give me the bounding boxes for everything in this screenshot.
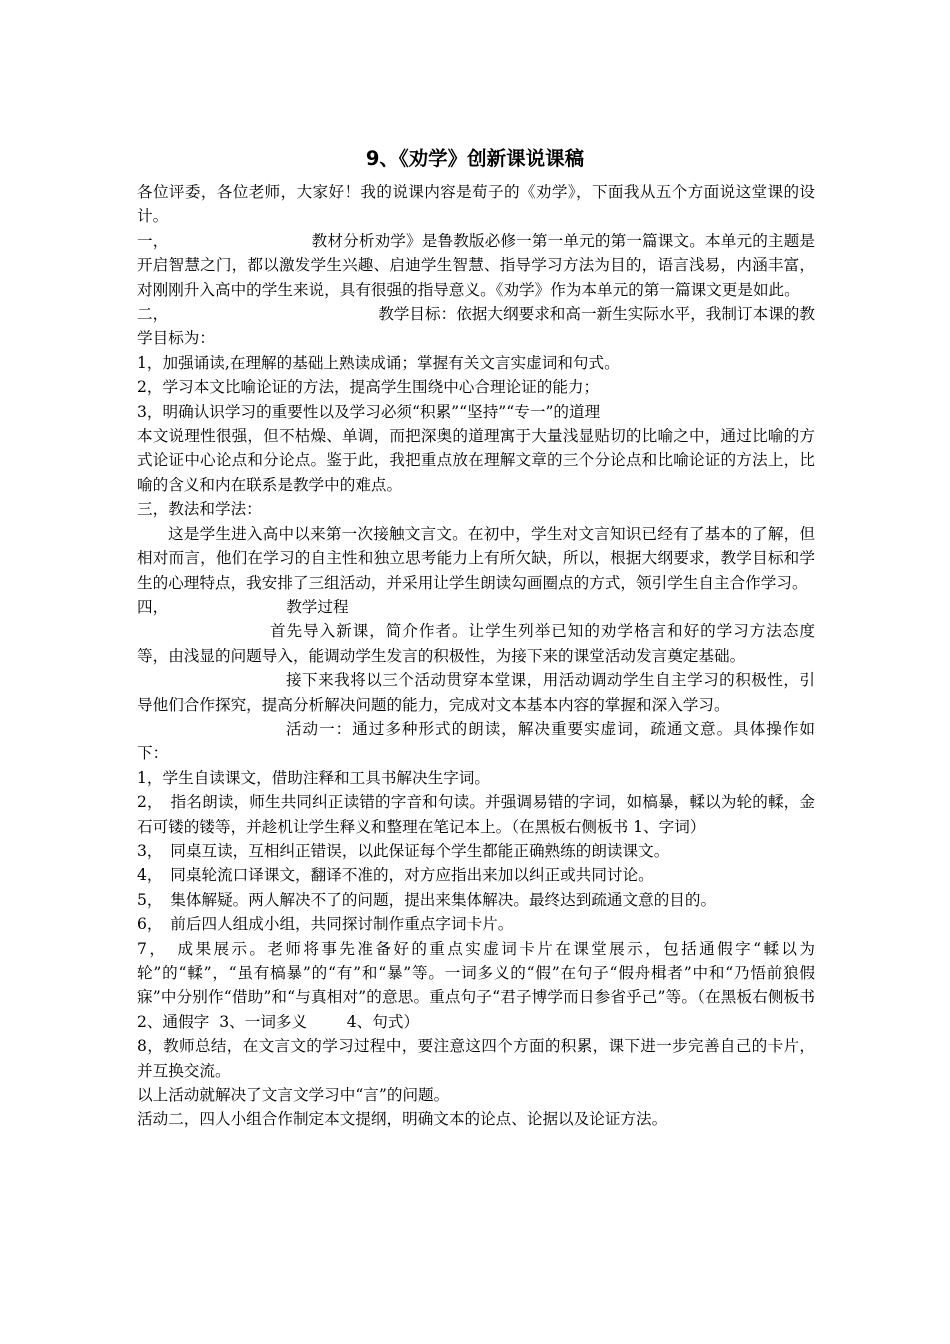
paragraph-intro: 各位评委，各位老师，大家好！我的说课内容是荀子的《劝学》，下面我从五个方面说这堂课的设计。 [137,183,815,226]
section-1-text: 教材分析劝学》是鲁教版必修一第一单元的第一篇课文。本单元的主题是开启智慧之门，都以激发学生兴趣、启迪学生智慧、指导学习方法为目的，语言浅易，内涵丰富，对刚刚升入高中的学生来说，具有很强的指导意义。《劝学》作为本单元的第一篇课文更是如此。 [137,231,815,299]
goal-2: 2，学习本文比喻论证的方法，提高学生围绕中心合理论证的能力； [137,378,600,397]
section-2-text: 教学目标：依据大纲要求和高一新生实际水平，我制订本课的教学目标为： [137,305,815,348]
section-1 [137,229,815,302]
section-2 [137,302,815,351]
section-4-paragraph-1: 首先导入新课，简介作者。让学生列举已知的劝学格言和好的学习方法态度等，由浅显的问题导入，能调动学生发言的积极性，为接下来的课堂活动发言奠定基础。 [137,622,815,665]
document-title: 9、《劝学》创新课说课稿 [365,147,585,170]
section-4-paragraph-3: 活动一：通过多种形式的朗读，解决重要实虚词，疏通文意。具体操作如下： [137,719,815,763]
section-1-number: 一， [137,231,169,250]
section-4-number: 四， [137,597,169,616]
activity-step-3: 3， 同桌互读，互相纠正错误，以此保证每个学生都能正确熟练的朗读课文。 [137,841,670,860]
paragraph-focus: 本文说理性很强，但不枯燥、单调，而把深奥的道理寓于大量浅显贴切的比喻之中，通过比喻的方式论证中心论点和分论点。鉴于此，我把重点放在理解文章的三个分论点和比喻论证的方法上，比喻的含义和内在联系是教学中的难点。 [137,427,815,494]
activity-step-7: 7， 成果展示。老师将事先准备好的重点实虚词卡片在课堂展示，包括通假字“輮以为轮”的“輮”，“虽有槁暴”的“有”和“暴”等。一词多义的“假”在句子“假舟楫者”中和“乃悟前狼假寐”中分别作“借助”和“与真相对”的意思。重点句子“君子博学而日参省乎己”等。（在黑板右侧板书 2、通假字 3、一词多义 4、句式） [137,939,820,1031]
section-3-heading: 三，教法和学法： [137,500,262,519]
activity-step-8: 8，教师总结，在文言文的学习过程中，要注意这四个方面的积累，课下进一步完善自己的卡片，并互换交流。 [137,1037,815,1080]
goal-3: 3，明确认识学习的重要性以及学习必须“积累”“坚持”“专一”的道理 [137,402,601,421]
paragraph-activity-2: 活动二，四人小组合作制定本文提纲，明确文本的论点、论据以及论证方法。 [137,1110,668,1129]
section-3-text: 这是学生进入高中以来第一次接触文言文。在初中，学生对文言知识已经有了基本的了解，但相对而言，他们在学习的自主性和独立思考能力上有所欠缺，所以，根据大纲要求，教学目标和学生的心理特点，我安排了三组活动，并采用让学生朗读勾画圈点的方式，领引学生自主合作学习。 [137,524,815,592]
section-4-heading [137,595,815,619]
activity-step-5: 5， 集体解疑。两人解决不了的问题，提出来集体解决。最终达到疏通文意的目的。 [137,890,717,909]
document-body [137,180,820,1132]
section-4-title: 教学过程 [286,597,349,616]
paragraph-summary: 以上活动就解决了文言文学习中“言”的问题。 [137,1086,450,1105]
section-4-paragraph-2: 接下来我将以三个活动贯穿本堂课，用活动调动学生自主学习的积极性，引导他们合作探究，提高分析解决问题的能力，完成对文本基本内容的掌握和深入学习。 [137,671,815,714]
activity-step-6: 6， 前后四人组成小组，共同探讨制作重点字词卡片。 [137,915,514,934]
section-2-number: 二， [137,305,169,324]
activity-step-2: 2， 指名朗读，师生共同纠正读错的字音和句读。并强调易错的字词，如槁暴，輮以为轮的輮，金石可镂的镂等，并趁机让学生释义和整理在笔记本上。（在黑板右侧板书 1、字词） [137,793,815,836]
goal-1: 1，加强诵读,在理解的基础上熟读成诵；掌握有关文言实虚词和句式。 [137,353,620,372]
activity-step-1: 1，学生自读课文，借助注释和工具书解决生字词。 [137,768,490,787]
activity-step-4: 4， 同桌轮流口译课文，翻译不准的，对方应指出来加以纠正或共同讨论。 [137,866,654,885]
